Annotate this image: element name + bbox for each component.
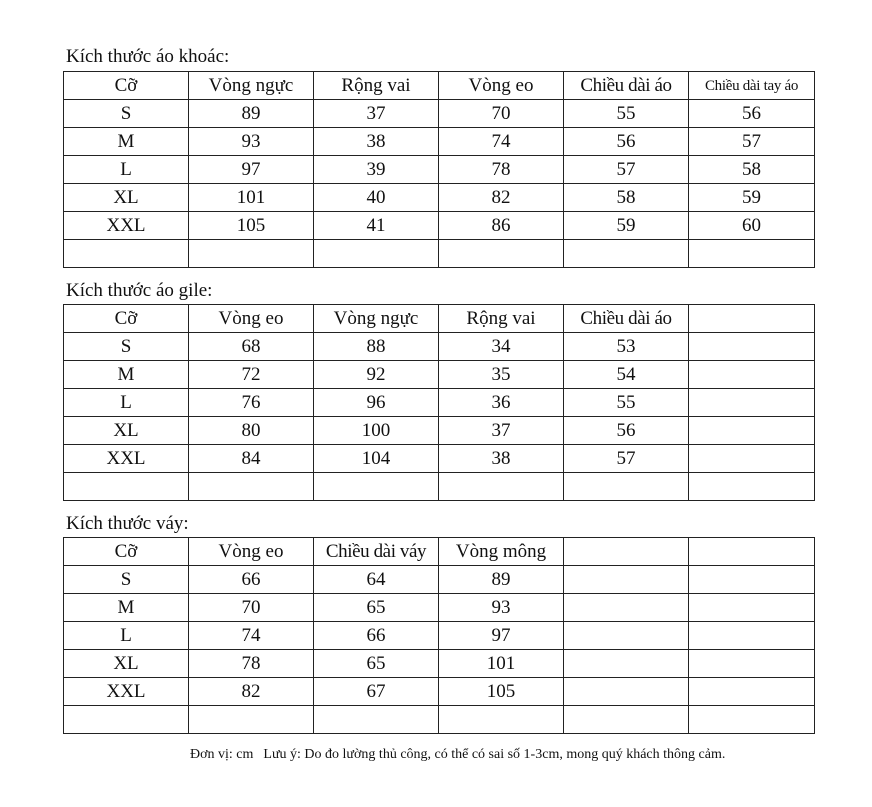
jacket-cell	[439, 240, 564, 268]
vest-cell: L	[64, 389, 189, 417]
skirt-cell: 66	[189, 566, 314, 594]
jacket-cell: 38	[314, 128, 439, 156]
table-row	[64, 361, 815, 389]
vest-cell: 80	[189, 417, 314, 445]
skirt-cell: 70	[189, 594, 314, 622]
skirt-cell	[564, 706, 689, 734]
vest-cell	[689, 333, 815, 361]
vest-header-cell: Cỡ	[64, 305, 189, 333]
skirt-cell: 93	[439, 594, 564, 622]
skirt-cell	[564, 566, 689, 594]
jacket-cell: 89	[189, 100, 314, 128]
table-row	[64, 128, 815, 156]
vest-cell: 84	[189, 445, 314, 473]
jacket-header-cell: Cỡ	[64, 72, 189, 100]
skirt-cell	[439, 706, 564, 734]
vest-cell: 100	[314, 417, 439, 445]
vest-cell	[314, 473, 439, 501]
jacket-cell: 74	[439, 128, 564, 156]
jacket-cell	[189, 240, 314, 268]
skirt-cell	[689, 594, 815, 622]
vest-cell: S	[64, 333, 189, 361]
jacket-cell: 58	[689, 156, 815, 184]
vest-header-cell: Chiều dài áo	[564, 305, 689, 333]
skirt-cell: M	[64, 594, 189, 622]
table-row	[64, 333, 815, 361]
skirt-header-row	[64, 538, 815, 566]
vest-cell: 76	[189, 389, 314, 417]
skirt-cell: 64	[314, 566, 439, 594]
skirt-cell: XL	[64, 650, 189, 678]
jacket-size-table	[63, 71, 815, 268]
table-row	[64, 417, 815, 445]
vest-cell	[439, 473, 564, 501]
jacket-cell: 70	[439, 100, 564, 128]
skirt-cell: 101	[439, 650, 564, 678]
table-row	[64, 473, 815, 501]
skirt-cell	[564, 678, 689, 706]
vest-cell: XXL	[64, 445, 189, 473]
jacket-cell: 86	[439, 212, 564, 240]
jacket-cell: XXL	[64, 212, 189, 240]
vest-cell: 92	[314, 361, 439, 389]
skirt-cell	[689, 678, 815, 706]
skirt-cell: XXL	[64, 678, 189, 706]
skirt-cell	[64, 706, 189, 734]
jacket-cell: 40	[314, 184, 439, 212]
vest-header-cell: Vòng eo	[189, 305, 314, 333]
jacket-cell: 82	[439, 184, 564, 212]
skirt-cell	[689, 706, 815, 734]
vest-cell: 68	[189, 333, 314, 361]
jacket-cell: 56	[689, 100, 815, 128]
jacket-cell: 57	[689, 128, 815, 156]
vest-cell: 55	[564, 389, 689, 417]
skirt-cell: 78	[189, 650, 314, 678]
jacket-header-row	[64, 72, 815, 100]
skirt-cell: 105	[439, 678, 564, 706]
skirt-cell: 67	[314, 678, 439, 706]
jacket-cell: 78	[439, 156, 564, 184]
skirt-size-table	[63, 537, 815, 734]
skirt-cell: 97	[439, 622, 564, 650]
skirt-cell: L	[64, 622, 189, 650]
skirt-header-cell: Cỡ	[64, 538, 189, 566]
jacket-cell: 56	[564, 128, 689, 156]
skirt-cell: 66	[314, 622, 439, 650]
jacket-cell: 55	[564, 100, 689, 128]
vest-cell: 37	[439, 417, 564, 445]
jacket-cell	[689, 240, 815, 268]
skirt-header-cell	[564, 538, 689, 566]
table-row	[64, 706, 815, 734]
table-row	[64, 389, 815, 417]
vest-size-table	[63, 304, 815, 501]
skirt-cell: 65	[314, 594, 439, 622]
skirt-section-title: Kích thước váy:	[66, 513, 189, 534]
table-row	[64, 650, 815, 678]
vest-cell	[689, 473, 815, 501]
skirt-cell	[564, 650, 689, 678]
table-row	[64, 100, 815, 128]
jacket-cell: 57	[564, 156, 689, 184]
vest-cell: 57	[564, 445, 689, 473]
vest-cell: 88	[314, 333, 439, 361]
skirt-header-cell	[689, 538, 815, 566]
skirt-cell	[689, 566, 815, 594]
jacket-cell: M	[64, 128, 189, 156]
jacket-cell: 58	[564, 184, 689, 212]
vest-cell: 38	[439, 445, 564, 473]
vest-cell	[189, 473, 314, 501]
vest-cell	[689, 445, 815, 473]
vest-cell: 53	[564, 333, 689, 361]
jacket-header-cell: Vòng ngực	[189, 72, 314, 100]
table-row	[64, 622, 815, 650]
vest-header-cell	[689, 305, 815, 333]
jacket-cell	[564, 240, 689, 268]
skirt-cell	[314, 706, 439, 734]
table-row	[64, 156, 815, 184]
jacket-cell: L	[64, 156, 189, 184]
vest-cell	[564, 473, 689, 501]
jacket-cell: 93	[189, 128, 314, 156]
vest-header-cell: Vòng ngực	[314, 305, 439, 333]
vest-cell	[689, 361, 815, 389]
jacket-section-title: Kích thước áo khoác:	[66, 46, 230, 67]
jacket-cell	[314, 240, 439, 268]
skirt-cell	[189, 706, 314, 734]
table-row	[64, 184, 815, 212]
jacket-cell: S	[64, 100, 189, 128]
footer-note	[190, 746, 725, 764]
skirt-header-cell: Chiều dài váy	[314, 538, 439, 566]
jacket-cell: 97	[189, 156, 314, 184]
skirt-cell: 65	[314, 650, 439, 678]
skirt-cell: S	[64, 566, 189, 594]
jacket-cell	[64, 240, 189, 268]
jacket-cell: 39	[314, 156, 439, 184]
jacket-cell: XL	[64, 184, 189, 212]
jacket-header-cell: Rộng vai	[314, 72, 439, 100]
skirt-cell	[689, 650, 815, 678]
table-row	[64, 445, 815, 473]
vest-section-title: Kích thước áo gile:	[66, 280, 213, 301]
jacket-header-cell: Vòng eo	[439, 72, 564, 100]
skirt-cell	[564, 594, 689, 622]
jacket-header-cell: Chiều dài áo	[564, 72, 689, 100]
unit-note: Đơn vị: cm	[190, 747, 254, 762]
vest-cell: M	[64, 361, 189, 389]
skirt-header-cell: Vòng mông	[439, 538, 564, 566]
table-row	[64, 678, 815, 706]
vest-cell: 96	[314, 389, 439, 417]
vest-cell: 36	[439, 389, 564, 417]
jacket-cell: 41	[314, 212, 439, 240]
skirt-cell: 89	[439, 566, 564, 594]
skirt-header-cell: Vòng eo	[189, 538, 314, 566]
jacket-cell: 105	[189, 212, 314, 240]
vest-header-cell: Rộng vai	[439, 305, 564, 333]
jacket-cell: 37	[314, 100, 439, 128]
vest-cell: 56	[564, 417, 689, 445]
vest-cell: 72	[189, 361, 314, 389]
vest-cell	[689, 417, 815, 445]
vest-cell: XL	[64, 417, 189, 445]
jacket-cell: 60	[689, 212, 815, 240]
jacket-header-cell: Chiều dài tay áo	[689, 72, 815, 100]
vest-cell: 104	[314, 445, 439, 473]
remark-note: Lưu ý: Do đo lường thủ công, có thể có sai số 1-3cm, mong quý khách thông cảm.	[263, 747, 726, 762]
skirt-cell: 82	[189, 678, 314, 706]
vest-cell	[64, 473, 189, 501]
jacket-cell: 59	[564, 212, 689, 240]
jacket-cell: 59	[689, 184, 815, 212]
table-row	[64, 240, 815, 268]
table-row	[64, 212, 815, 240]
table-row	[64, 594, 815, 622]
vest-cell	[689, 389, 815, 417]
skirt-cell	[564, 622, 689, 650]
vest-header-row	[64, 305, 815, 333]
vest-cell: 34	[439, 333, 564, 361]
skirt-cell: 74	[189, 622, 314, 650]
vest-cell: 54	[564, 361, 689, 389]
jacket-cell: 101	[189, 184, 314, 212]
skirt-cell	[689, 622, 815, 650]
table-row	[64, 566, 815, 594]
vest-cell: 35	[439, 361, 564, 389]
